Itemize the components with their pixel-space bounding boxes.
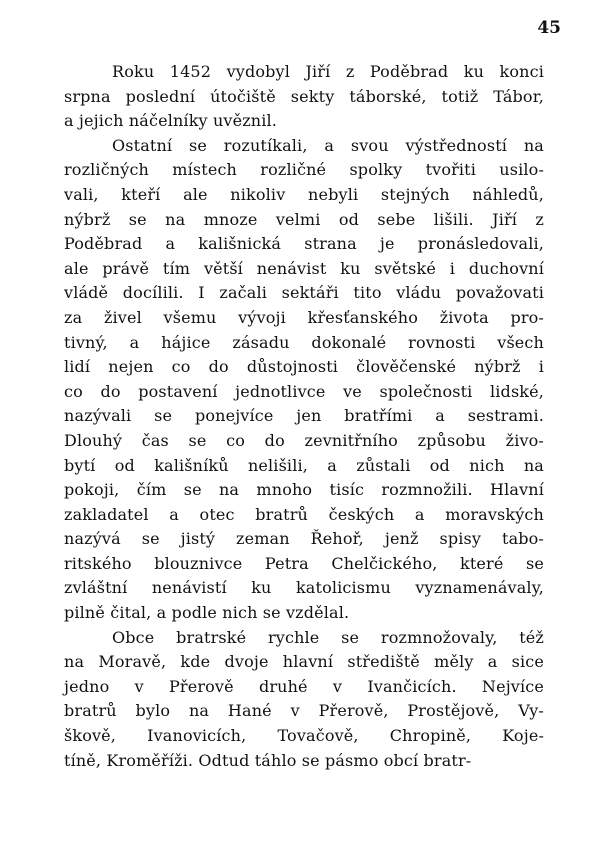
text-line: Ostatní se rozutíkali, a svou výstředností na xyxy=(112,135,544,155)
text-line: Roku 1452 vydobyl Jiří z Poděbrad ku konci xyxy=(112,62,544,81)
text-line: tivný, a hájice zásadu dokonalé rovnosti všech xyxy=(64,332,544,352)
text-line: ritského blouznivce Petra Chelčického, které se xyxy=(64,553,544,573)
text-line: nazývá se jistý zeman Řehoř, jenž spisy tabo- xyxy=(64,529,544,549)
text-line: Obce bratrské rychle se rozmnožovaly, též xyxy=(112,627,544,647)
text-line: a jejich náčelníky uvěznil. xyxy=(64,111,278,131)
text-line: za živel všemu vývoji křesťanského života pro- xyxy=(64,307,544,327)
text-line: pilně čital, a podle nich se vzdělal. xyxy=(64,603,350,623)
text-line: rozličných místech rozličné spolky tvořiti usilo- xyxy=(64,160,544,180)
text-line: ale právě tím větší nenávist ku světské i duchovní xyxy=(64,258,544,278)
text-line: vládě docílili. I začali sektáři tito vládu považovati xyxy=(64,283,544,303)
text-line: nazývali se ponejvíce jen bratřími a sestrami. xyxy=(64,406,544,426)
text-line: bytí od kališníků nelišili, a zůstali od nich na xyxy=(64,455,544,475)
text-line: bratrů bylo na Hané v Přerově, Prostějově, Vy- xyxy=(64,701,544,721)
text-line: srpna poslední útočiště sekty táborské, totiž Tábor, xyxy=(64,86,544,106)
text-line: pokoji, čím se na mnoho tisíc rozmnožili. Hlavní xyxy=(64,480,544,500)
text-line: Dlouhý čas se co do zevnitřního způsobu živo- xyxy=(64,430,544,450)
text-line: Poděbrad a kališnická strana je pronásledovali, xyxy=(64,234,544,254)
paragraph xyxy=(64,134,544,626)
text-line: co do postavení jednotlivce ve společnosti lidské, xyxy=(64,381,544,401)
text-line: na Moravě, kde dvoje hlavní střediště měly a sice xyxy=(64,652,544,672)
text-line: lidí nejen co do důstojnosti člověčenské nýbrž i xyxy=(64,357,544,377)
text-line: zvláštní nenávistí ku katolicismu vyznamenávaly, xyxy=(64,578,544,598)
text-line: nýbrž se na mnoze velmi od sebe lišili. Jiří z xyxy=(64,209,544,229)
body-text xyxy=(64,60,544,773)
text-line: vali, kteří ale nikoliv nebyli stejných náhledů, xyxy=(64,184,544,204)
page-number: 45 xyxy=(537,18,561,38)
text-line: škově, Ivanovicích, Tovačově, Chropině, Koje- xyxy=(64,726,544,746)
paragraph xyxy=(64,626,544,774)
text-line: jedno v Přerově druhé v Ivančicích. Nejvíce xyxy=(64,676,544,696)
text-line: tíně, Kroměříži. Odtud táhlo se pásmo obcí bratr- xyxy=(64,750,472,770)
text-line: zakladatel a otec bratrů českých a moravských xyxy=(64,504,544,524)
paragraph xyxy=(64,60,544,134)
